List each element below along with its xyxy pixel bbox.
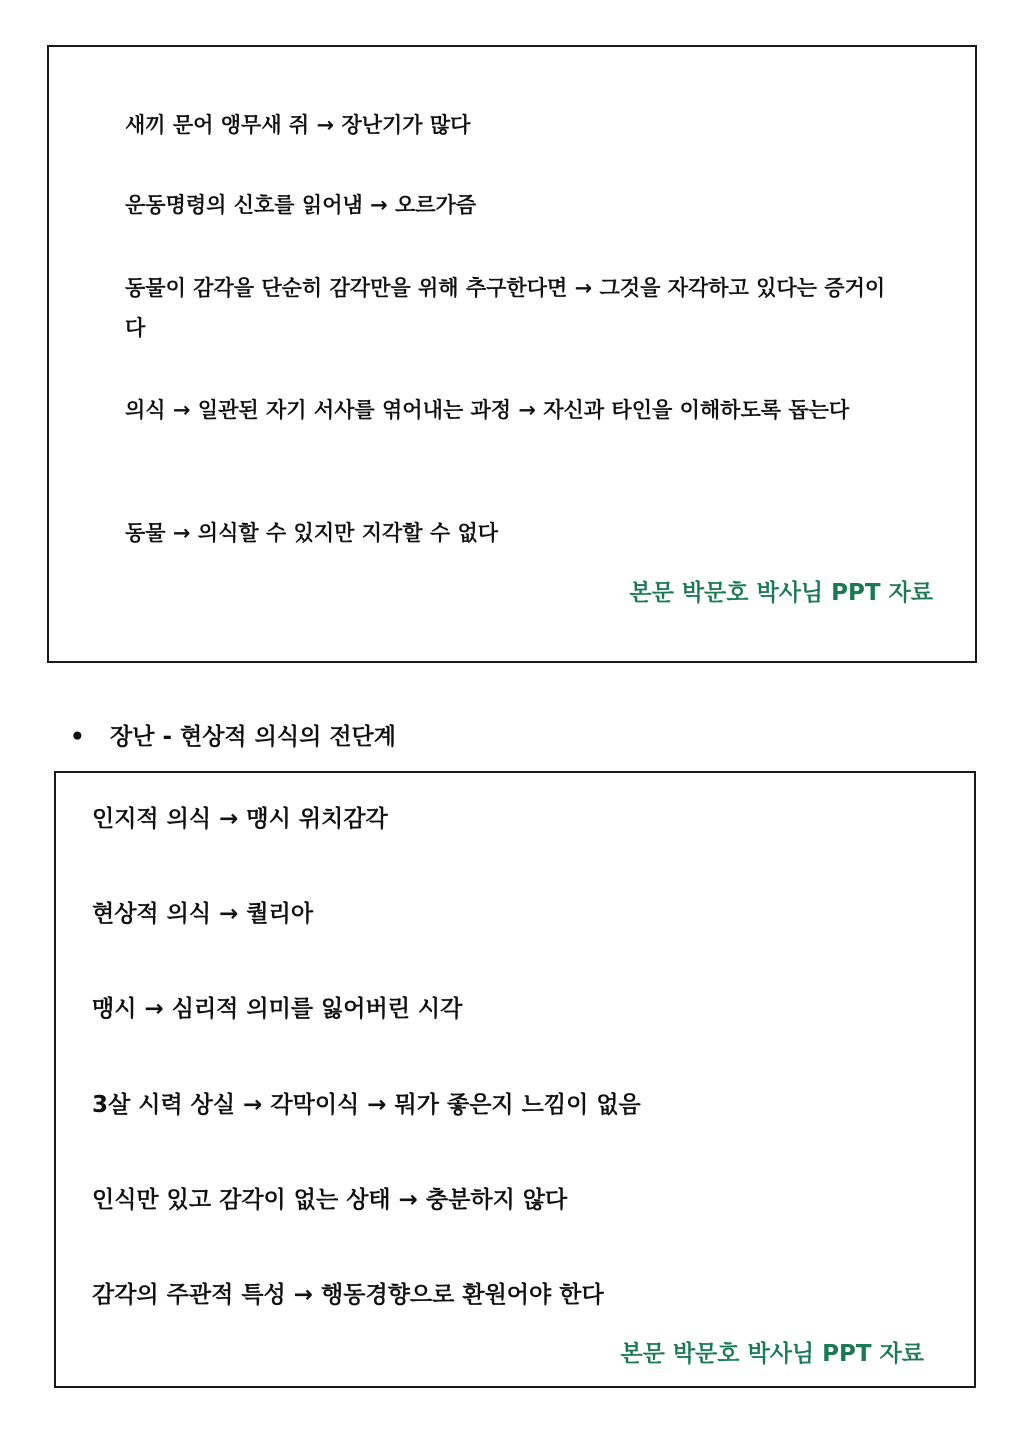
note-line: 인지적 의식 → 맹시 위치감각	[92, 806, 388, 832]
note-line: 감각의 주관적 특성 → 행동경향으로 환원어야 한다	[92, 1282, 604, 1308]
ppt-quote-box-1	[47, 45, 977, 663]
ppt-quote-box-2	[54, 771, 976, 1388]
bullet-icon: •	[70, 724, 85, 750]
note-line: 동물 → 의식할 수 있지만 지각할 수 없다	[125, 521, 499, 545]
note-line: 맹시 → 심리적 의미를 잃어버린 시각	[92, 996, 463, 1022]
note-line: 새끼 문어 앵무새 쥐 → 장난기가 많다	[125, 113, 471, 137]
bullet-heading-text: 장난 - 현상적 의식의 전단계	[110, 724, 396, 750]
note-line: 운동명령의 신호를 읽어냄 → 오르가즘	[125, 193, 477, 217]
bullet-heading	[70, 718, 396, 751]
note-line: 현상적 의식 → 퀄리아	[92, 901, 314, 927]
note-line: 의식 → 일관된 자기 서사를 엮어내는 과정 → 자신과 타인을 이해하도록 돕는다	[125, 398, 850, 422]
note-line: 동물이 감각을 단순히 감각만을 위해 추구한다면 → 그것을 자각하고 있다는 증거이다	[125, 276, 886, 340]
note-line: 인식만 있고 감각이 없는 상태 → 충분하지 않다	[92, 1187, 568, 1213]
source-credit: 본문 박문호 박사님 PPT 자료	[620, 1341, 924, 1367]
source-credit: 본문 박문호 박사님 PPT 자료	[629, 580, 933, 606]
note-line: 3살 시력 상실 → 각막이식 → 뭐가 좋은지 느낌이 없음	[92, 1092, 641, 1118]
